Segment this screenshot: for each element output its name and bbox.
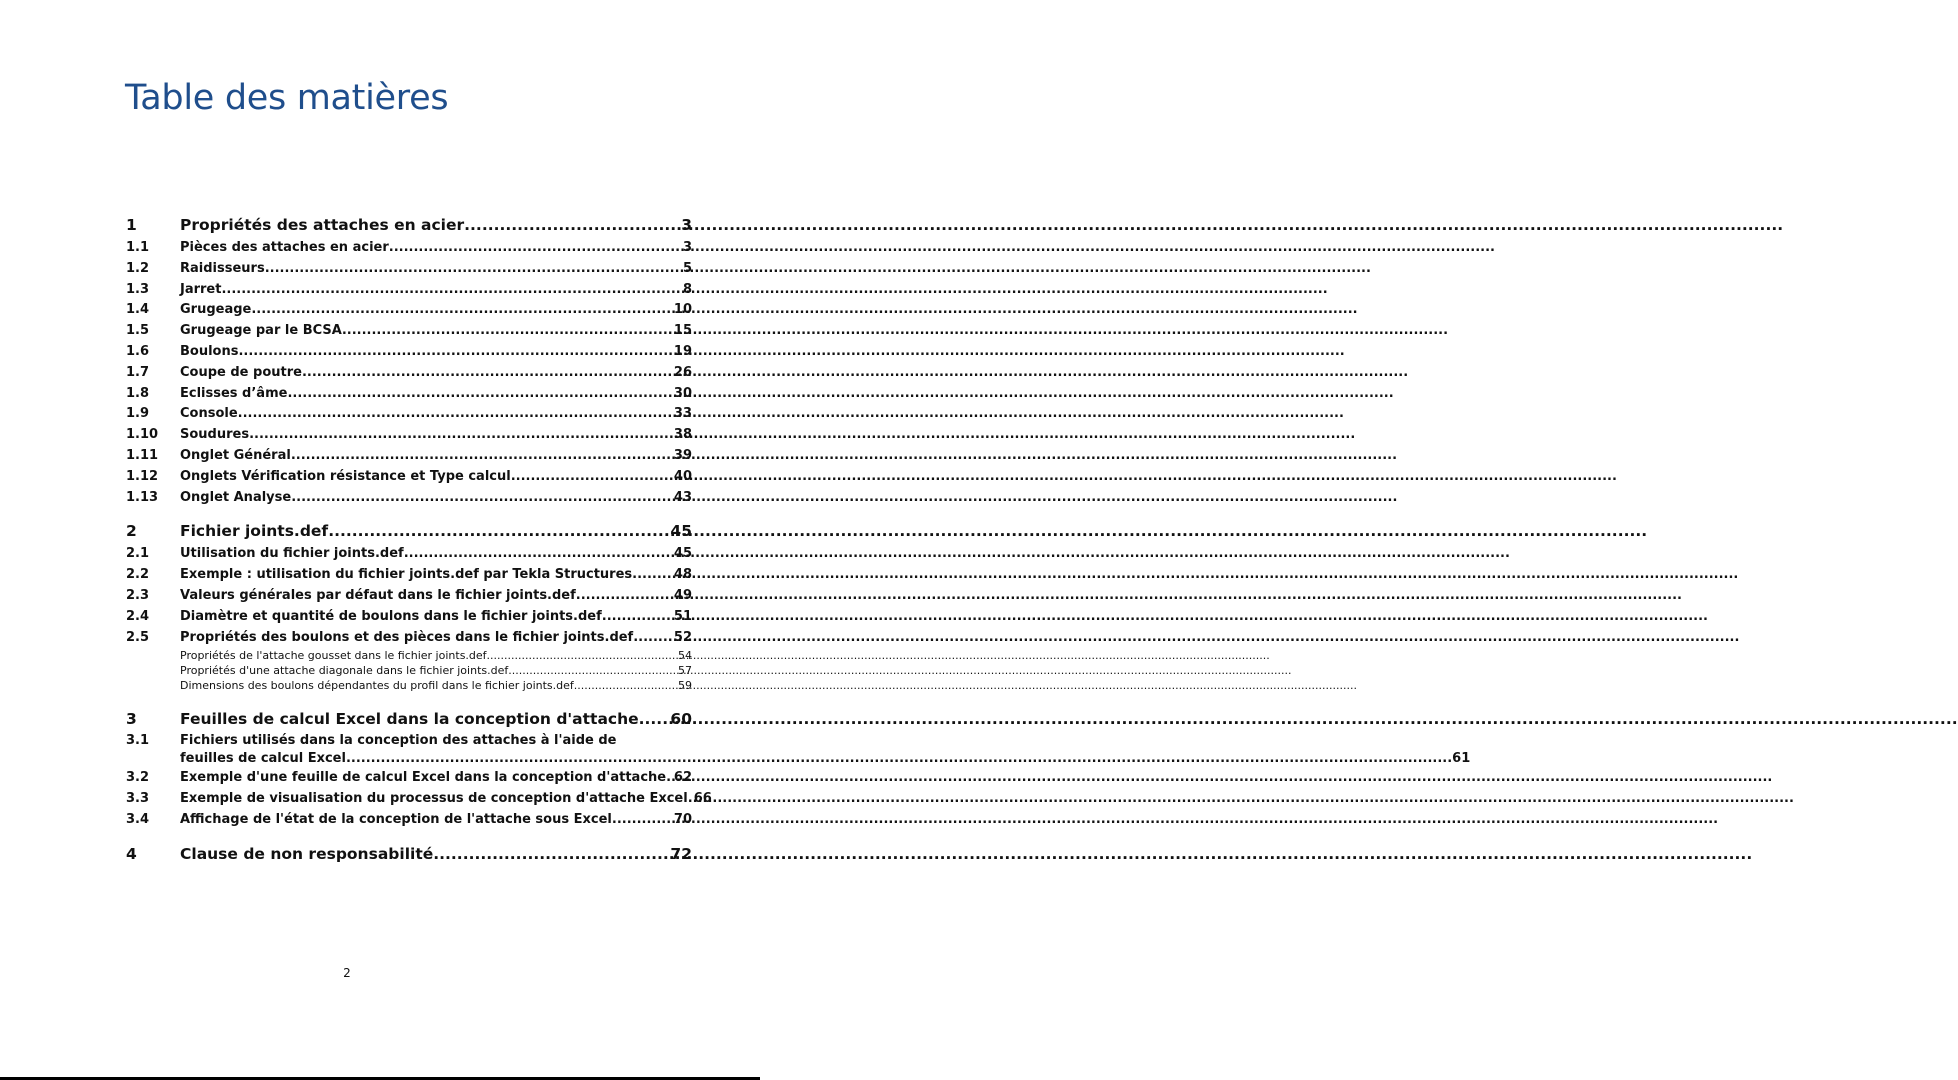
toc-number: 1.10	[126, 427, 159, 443]
toc-text: Coupe de poutre	[180, 364, 302, 380]
toc-number: 1.9	[126, 406, 150, 422]
toc-page: 72	[670, 844, 692, 863]
toc-text: Exemple : utilisation du fichier joints.def par Tekla Structures	[180, 567, 633, 583]
toc-number: 1	[126, 216, 137, 234]
toc-entry-1-11[interactable]	[126, 446, 692, 467]
toc-text: Propriétés des boulons et des pièces dans le fichier joints.def	[180, 629, 634, 645]
page-number: 2	[343, 966, 351, 980]
leader-dots	[487, 648, 678, 663]
toc-entry-3-4[interactable]	[126, 810, 692, 831]
leader-dots	[287, 384, 673, 405]
leader-dots	[251, 300, 674, 321]
toc-page: 54	[678, 649, 692, 663]
toc-number: 2.4	[126, 608, 150, 624]
toc-number: 2	[126, 522, 137, 541]
toc-page: 5	[682, 260, 692, 276]
leader-dots	[404, 544, 674, 565]
toc-text: Propriétés des attaches en acier	[180, 216, 465, 234]
toc-page: 66	[693, 791, 712, 807]
toc-number: 3	[126, 710, 137, 729]
toc-entry-3-3[interactable]	[126, 789, 712, 810]
leader-dots	[511, 467, 674, 488]
toc-page: 10	[673, 302, 692, 318]
leader-dots	[238, 404, 674, 425]
toc-number: 1.8	[126, 385, 150, 401]
toc-number: 3.3	[126, 791, 150, 807]
leader-dots	[238, 342, 673, 363]
toc-subentry[interactable]	[126, 648, 692, 663]
toc-number: 2.5	[126, 629, 150, 645]
toc-text: Pièces des attaches en acier	[180, 240, 389, 255]
toc-entry-2-1[interactable]	[126, 544, 692, 565]
leader-dots	[221, 280, 682, 301]
toc-page: 15	[673, 323, 692, 339]
toc-text: Diamètre et quantité de boulons dans le fichier joints.def	[180, 608, 602, 624]
toc-page: 30	[673, 385, 692, 401]
toc-entry-1-8[interactable]	[126, 384, 692, 405]
leader-dots	[265, 259, 683, 280]
toc-entry-1-3[interactable]	[126, 280, 692, 301]
leader-dots	[346, 750, 1452, 768]
toc-page: 43	[673, 489, 692, 505]
leader-dots	[666, 768, 674, 789]
toc-page: 33	[673, 406, 692, 422]
leader-dots	[602, 607, 674, 628]
toc-text: Exemple de visualisation du processus de conception d'attache Excel	[180, 791, 688, 807]
toc-page: 48	[673, 567, 692, 583]
toc-entry-1-2[interactable]	[126, 259, 692, 280]
toc-page: 45	[673, 546, 692, 562]
leader-dots	[508, 663, 678, 678]
toc-entry-1-13[interactable]	[126, 488, 692, 509]
toc-page: 8	[682, 281, 692, 297]
toc-number: 1.11	[126, 447, 159, 463]
leader-dots	[433, 841, 670, 867]
toc-page: 51	[673, 608, 692, 624]
toc-entry-3-2[interactable]	[126, 768, 692, 789]
toc-number: 1.1	[126, 240, 150, 255]
toc-text: Console	[180, 406, 238, 422]
toc-number: 2.3	[126, 587, 150, 603]
toc-text: Dimensions des boulons dépendantes du profil dans le fichier joints.def	[180, 679, 574, 693]
toc-text: Exemple d'une feuille de calcul Excel dans la conception d'attache	[180, 770, 667, 786]
toc-entry-2-2[interactable]	[126, 565, 692, 586]
toc-text: Grugeage	[180, 302, 252, 318]
toc-entry-1-6[interactable]	[126, 342, 692, 363]
toc-page: 40	[673, 468, 692, 484]
toc-entry-2-5[interactable]	[126, 628, 692, 649]
toc-page: 52	[673, 629, 692, 645]
toc-text: Eclisses d’âme	[180, 385, 288, 401]
toc-number: 1.7	[126, 364, 150, 380]
toc-text: Fichier joints.def	[180, 522, 329, 541]
toc-entry-1-7[interactable]	[126, 363, 692, 384]
leader-dots	[302, 363, 674, 384]
toc-number: 3.4	[126, 811, 150, 827]
toc-page: 62	[673, 770, 692, 786]
toc-page: 38	[673, 427, 692, 443]
leader-dots	[639, 706, 671, 732]
page-title: Table des matières	[125, 78, 449, 118]
toc-text: Onglet Analyse	[180, 489, 292, 505]
toc-number: 1.5	[126, 323, 150, 339]
table-of-contents	[126, 212, 1471, 867]
leader-dots	[576, 586, 674, 607]
leader-dots	[291, 488, 674, 509]
toc-subentry[interactable]	[126, 663, 692, 678]
toc-number: 3.1	[126, 733, 150, 749]
toc-page: 3	[682, 240, 692, 255]
toc-chapter-1[interactable]	[126, 212, 692, 238]
toc-text: Valeurs générales par défaut dans le fichier joints.def	[180, 587, 576, 603]
toc-entry-3-1[interactable]	[126, 732, 1471, 768]
toc-subentry[interactable]	[126, 678, 692, 693]
leader-dots	[464, 212, 681, 238]
toc-number: 1.13	[126, 489, 159, 505]
toc-text: Raidisseurs	[180, 260, 265, 276]
toc-chapter-4[interactable]	[126, 841, 692, 867]
toc-page: 49	[673, 587, 692, 603]
toc-number: 2.2	[126, 567, 150, 583]
leader-dots	[574, 678, 678, 693]
toc-page: 45	[670, 522, 692, 541]
toc-number: 2.1	[126, 546, 150, 562]
toc-text: Utilisation du fichier joints.def	[180, 546, 404, 562]
toc-text: Boulons	[180, 343, 239, 359]
toc-page: 59	[678, 679, 692, 693]
toc-number: 3.2	[126, 770, 150, 786]
toc-text: Onglet Général	[180, 447, 291, 463]
toc-entry-1-9[interactable]	[126, 404, 692, 425]
toc-entry-1-4[interactable]	[126, 300, 692, 321]
toc-page: 3	[681, 216, 692, 234]
toc-page: 39	[673, 447, 692, 463]
toc-number: 1.12	[126, 468, 159, 484]
toc-number: 1.2	[126, 260, 150, 276]
toc-text: Grugeage par le BCSA	[180, 323, 342, 339]
toc-page: 57	[678, 664, 692, 678]
leader-dots	[612, 810, 674, 831]
leader-dots	[342, 321, 674, 342]
toc-text-line2: feuilles de calcul Excel	[180, 751, 346, 767]
leader-dots	[328, 518, 670, 544]
toc-entry-1-5[interactable]	[126, 321, 692, 342]
toc-number: 1.3	[126, 281, 150, 297]
toc-text: Affichage de l'état de la conception de l'attache sous Excel	[180, 811, 612, 827]
toc-page: 26	[673, 364, 692, 380]
toc-page: 70	[673, 811, 692, 827]
toc-page: 61	[1452, 751, 1471, 767]
leader-dots	[632, 565, 674, 586]
toc-text: Soudures	[180, 427, 250, 443]
toc-text-line1: Fichiers utilisés dans la conception des attaches à l'aide de	[180, 733, 617, 749]
toc-text: Propriétés d'une attache diagonale dans le fichier joints.def	[180, 664, 509, 678]
toc-entry-1-12[interactable]	[126, 467, 692, 488]
leader-dots	[291, 446, 674, 467]
toc-text: Jarret	[180, 281, 222, 297]
toc-page: 19	[673, 343, 692, 359]
toc-page: 60	[670, 710, 692, 729]
toc-entry-2-4[interactable]	[126, 607, 692, 628]
leader-dots	[389, 238, 683, 259]
leader-dots	[249, 425, 674, 446]
toc-chapter-2[interactable]	[126, 518, 692, 544]
toc-number: 1.4	[126, 302, 150, 318]
toc-number: 1.6	[126, 343, 150, 359]
toc-text: Feuilles de calcul Excel dans la conception d'attache	[180, 710, 639, 729]
toc-chapter-3[interactable]	[126, 706, 692, 732]
toc-entry-1-1[interactable]	[126, 238, 692, 259]
toc-text: Onglets Vérification résistance et Type calcul	[180, 468, 511, 484]
toc-text: Propriétés de l'attache gousset dans le fichier joints.def	[180, 649, 487, 663]
toc-number: 4	[126, 844, 137, 863]
toc-entry-2-3[interactable]	[126, 586, 692, 607]
leader-dots	[633, 628, 674, 649]
toc-text: Clause de non responsabilité	[180, 844, 434, 863]
toc-entry-1-10[interactable]	[126, 425, 692, 446]
